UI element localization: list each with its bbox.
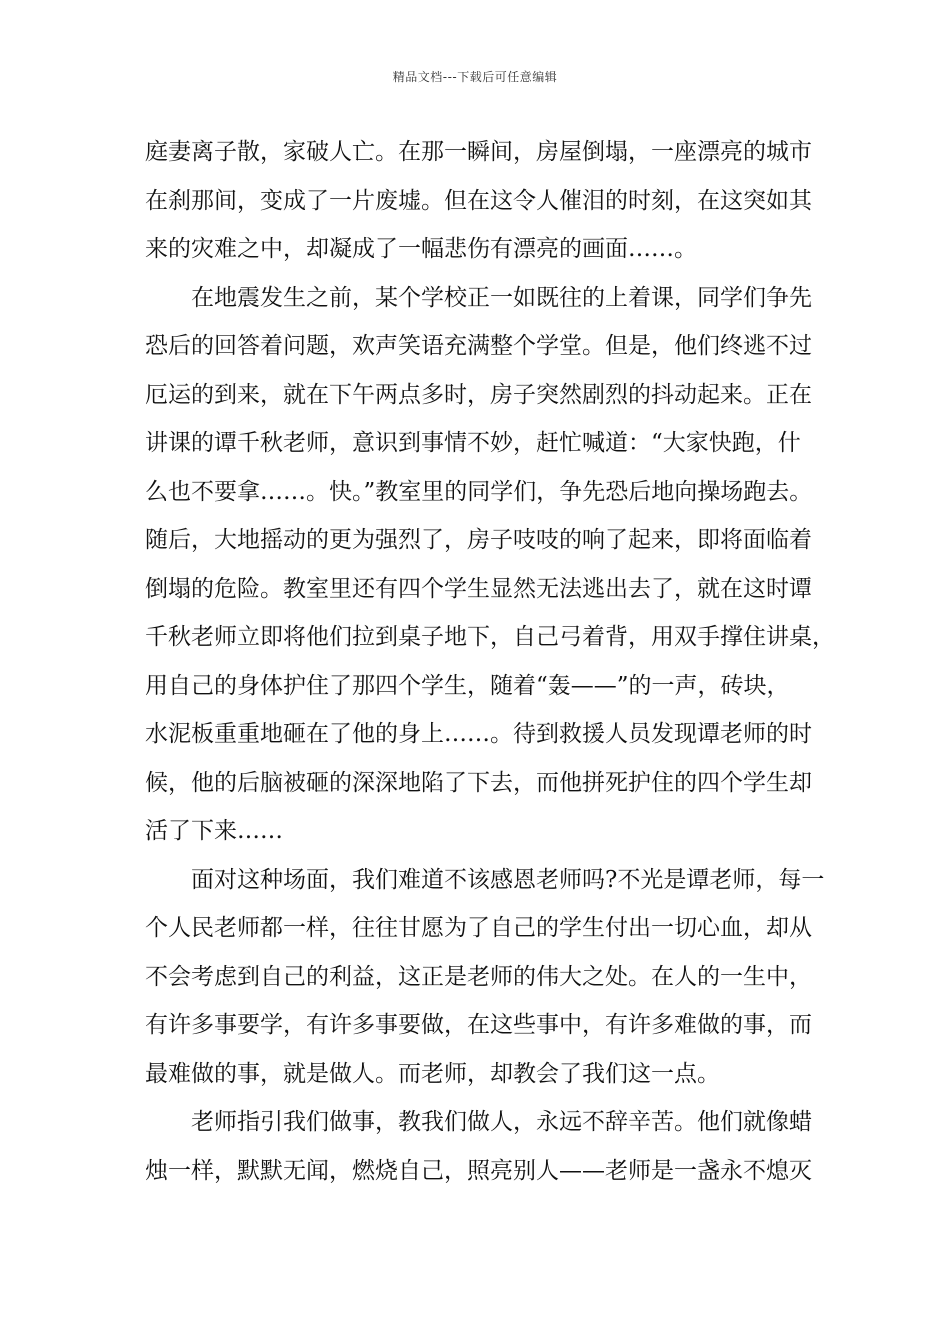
text-line: 么也不要拿……。快。”教室里的同学们，争先恐后地向操场跑去。 bbox=[145, 478, 813, 505]
text-line: 水泥板重重地砸在了他的身上……。待到救援人员发现谭老师的时 bbox=[145, 721, 812, 747]
text-line: 最难做的事，就是做人。而老师，却教会了我们这一点。 bbox=[145, 1060, 720, 1087]
text-line: 在刹那间，变成了一片废墟。但在这令人催泪的时刻，在这突如其 bbox=[145, 187, 812, 214]
text-line: 有许多事要学，有许多事要做，在这些事中，有许多难做的事，而 bbox=[145, 1012, 812, 1038]
text-line: 候，他的后脑被砸的深深地陷了下去，而他拼死护住的四个学生却 bbox=[145, 769, 812, 796]
text-line: 庭妻离子散，家破人亡。在那一瞬间，房屋倒塌，一座漂亮的城市 bbox=[145, 139, 812, 165]
paragraph-first-line: 在地震发生之前，某个学校正一如既往的上着课，同学们争先 bbox=[191, 284, 812, 311]
text-line: 来的灾难之中，却凝成了一幅悲伤有漂亮的画面……。 bbox=[145, 236, 697, 262]
paragraph-first-line: 老师指引我们做事，教我们做人，永远不辞辛苦。他们就像蜡 bbox=[191, 1109, 812, 1135]
text-line: 不会考虑到自己的利益，这正是老师的伟大之处。在人的一生中， bbox=[145, 963, 812, 990]
text-line: 活了下来…… bbox=[145, 818, 283, 844]
text-line: 随后，大地摇动的更为强烈了，房子吱吱的响了起来，即将面临着 bbox=[145, 527, 812, 553]
paragraph-first-line: 面对这种场面，我们难道不该感恩老师吗?不光是谭老师，每一 bbox=[191, 866, 825, 893]
text-line: 厄运的到来，就在下午两点多时，房子突然剧烈的抖动起来。正在 bbox=[145, 381, 812, 408]
text-line: 讲课的谭千秋老师，意识到事情不妙，赶忙喊道：“大家快跑，什 bbox=[145, 430, 801, 456]
text-line: 用自己的身体护住了那四个学生，随着“轰——”的一声，砖块， bbox=[145, 672, 790, 699]
page-header: 精品文档---下载后可任意编辑 bbox=[392, 70, 558, 84]
text-line: 千秋老师立即将他们拉到桌子地下，自己弓着背，用双手撑住讲桌， bbox=[145, 624, 835, 650]
document-body bbox=[145, 128, 835, 1195]
text-line: 烛一样，默默无闻，燃烧自己，照亮别人——老师是一盏永不熄灭 bbox=[145, 1157, 812, 1184]
text-line: 恐后的回答着问题，欢声笑语充满整个学堂。但是，他们终逃不过 bbox=[145, 333, 812, 359]
text-line: 倒塌的危险。教室里还有四个学生显然无法逃出去了，就在这时谭 bbox=[145, 575, 812, 602]
text-line: 个人民老师都一样，往往甘愿为了自己的学生付出一切心血，却从 bbox=[145, 915, 812, 941]
